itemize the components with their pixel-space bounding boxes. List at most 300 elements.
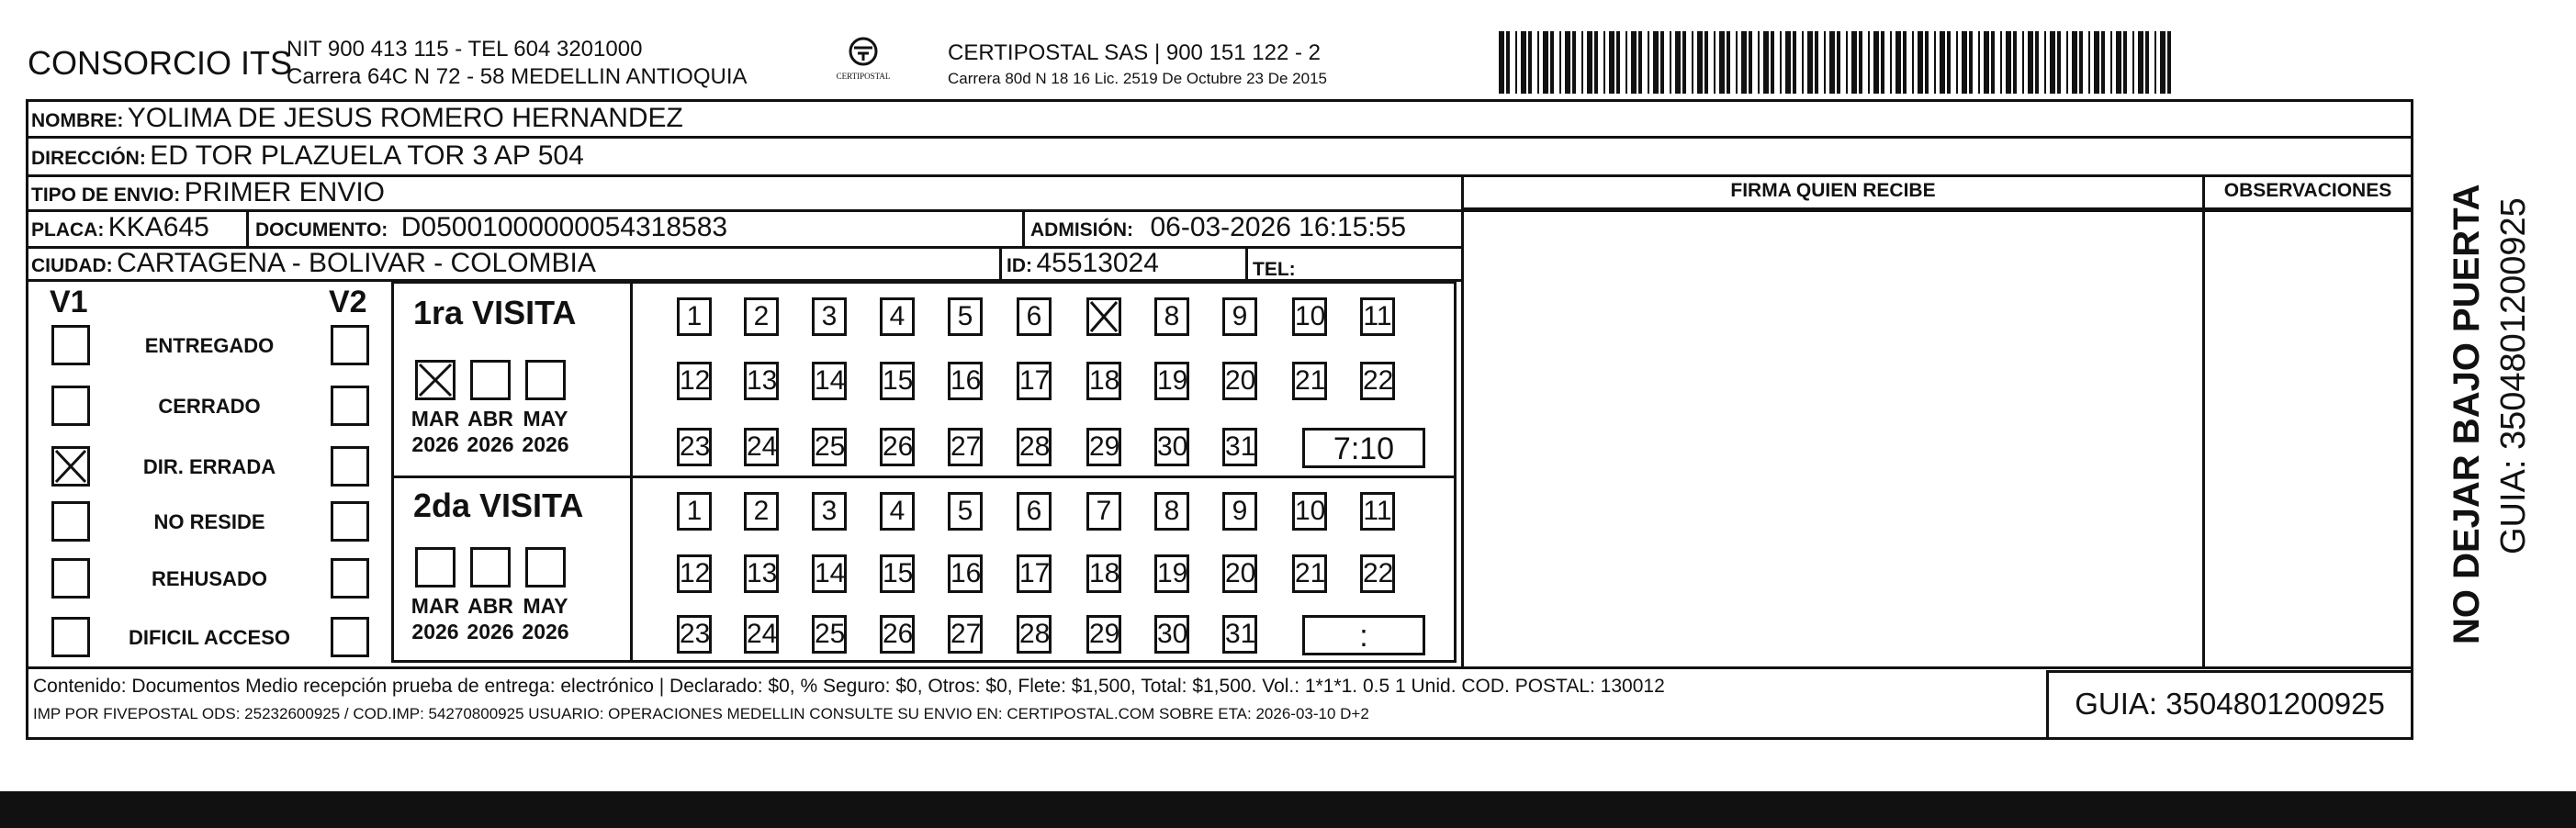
day-number: 1 — [686, 301, 703, 331]
second-visit-day[interactable] — [880, 492, 915, 531]
nombre-label: NOMBRE: — [31, 110, 124, 131]
day-number: 16 — [951, 365, 982, 396]
first-visit-day[interactable] — [1222, 362, 1257, 400]
day-number: 20 — [1225, 365, 1256, 396]
barcode-bar — [1903, 31, 1907, 94]
carrier-line: CERTIPOSTAL SAS | 900 151 122 - 2 — [948, 40, 1321, 65]
first-visit-day[interactable] — [677, 297, 712, 336]
barcode-bar — [1802, 31, 1804, 94]
barcode-bar — [2050, 31, 2055, 94]
barcode-bar — [1763, 31, 1769, 94]
second-visit-day[interactable] — [1292, 492, 1327, 531]
second-visit-day[interactable] — [677, 554, 712, 593]
barcode-bar — [1653, 31, 1659, 94]
barcode-bar — [1851, 31, 1857, 94]
placa-label: PLACA: — [31, 219, 105, 241]
ciudad-label: CIUDAD: — [31, 255, 113, 276]
second-visit-day[interactable] — [880, 615, 915, 654]
barcode-bar — [1670, 31, 1671, 94]
first-visit-day[interactable] — [1360, 362, 1395, 400]
barcode-bar — [1807, 31, 1813, 94]
status-option-label: DIFICIL ACCESO — [128, 626, 290, 649]
second-visit-day[interactable] — [744, 492, 779, 531]
barcode-bar — [2088, 31, 2090, 94]
first-visit-day[interactable] — [744, 428, 779, 466]
status-option-label: ENTREGADO — [144, 334, 275, 357]
ciudad-value: CARTAGENA - BOLIVAR - COLOMBIA — [117, 248, 596, 278]
v2-label: V2 — [329, 285, 367, 319]
x-mark-icon — [54, 449, 87, 484]
v2-checkbox[interactable] — [331, 446, 369, 487]
v1-checkbox[interactable] — [51, 617, 90, 657]
day-number: 31 — [1225, 431, 1256, 462]
month-checkbox[interactable] — [525, 547, 566, 587]
month-checkbox[interactable] — [470, 360, 511, 400]
barcode-bar — [1616, 31, 1620, 94]
second-visit-day[interactable] — [677, 492, 712, 531]
day-number: 8 — [1164, 496, 1180, 526]
day-number: 23 — [680, 431, 711, 462]
first-visit-day[interactable] — [677, 362, 712, 400]
guia-box-text: GUIA: 3504801200925 — [2075, 687, 2385, 721]
barcode-bar — [2110, 31, 2112, 94]
first-visit-day[interactable] — [812, 428, 847, 466]
month-label: MAR — [411, 407, 460, 431]
barcode-bar — [1603, 31, 1605, 94]
barcode-bar — [1581, 31, 1583, 94]
day-number: 3 — [821, 496, 838, 526]
day-number: 6 — [1026, 496, 1042, 526]
first-visit-day[interactable] — [744, 297, 779, 336]
day-number: 17 — [1019, 365, 1051, 396]
first-visit-day[interactable] — [1222, 428, 1257, 466]
second-visit-day[interactable] — [1086, 492, 1121, 531]
day-number: 10 — [1295, 301, 1326, 331]
first-visit-day[interactable] — [1154, 362, 1189, 400]
day-number: 9 — [1232, 301, 1248, 331]
v2-checkbox[interactable] — [331, 558, 369, 599]
first-visit-title: 1ra VISITA — [413, 294, 577, 331]
tel-row — [1253, 252, 1296, 283]
day-number: 14 — [815, 558, 846, 588]
day-number: 21 — [1295, 365, 1326, 396]
barcode-bar — [2145, 31, 2149, 94]
day-number: 17 — [1019, 558, 1051, 588]
first-visit-day[interactable] — [1086, 428, 1121, 466]
second-visit-day[interactable] — [1086, 554, 1121, 593]
day-number: 30 — [1157, 619, 1188, 649]
barcode-bar — [1609, 31, 1614, 94]
barcode-bar — [1984, 31, 1989, 94]
barcode-bar — [2000, 31, 2002, 94]
day-number: 19 — [1157, 558, 1188, 588]
company-nit: NIT 900 413 115 - TEL 604 3201000 — [287, 37, 643, 62]
second-visit-title: 2da VISITA — [413, 487, 584, 524]
barcode-bar — [1565, 31, 1570, 94]
barcode-bar — [1749, 31, 1752, 94]
day-number: 27 — [951, 431, 982, 462]
first-visit-day[interactable] — [948, 362, 983, 400]
day-number: 28 — [1019, 431, 1051, 462]
second-visit-day[interactable] — [812, 554, 847, 593]
year-label: 2026 — [467, 432, 514, 456]
first-visit-day[interactable] — [948, 297, 983, 336]
day-number: 24 — [747, 431, 778, 462]
second-visit-day[interactable] — [1360, 492, 1395, 531]
barcode-bar — [1918, 31, 1923, 94]
barcode-bar — [1528, 31, 1532, 94]
barcode-bar — [1572, 31, 1576, 94]
second-visit-time[interactable]: : — [1302, 615, 1425, 655]
barcode-bar — [1506, 31, 1510, 94]
year-label: 2026 — [522, 432, 569, 456]
status-option-label: NO RESIDE — [153, 510, 265, 533]
id-label: ID: — [1007, 255, 1032, 276]
signature-area[interactable] — [1464, 210, 2202, 666]
barcode-bar — [2167, 31, 2171, 94]
first-visit-day[interactable] — [1086, 362, 1121, 400]
day-number: 10 — [1295, 496, 1326, 526]
second-visit-day[interactable] — [1086, 615, 1121, 654]
month-label: MAY — [523, 407, 568, 431]
barcode-bar — [1956, 31, 1958, 94]
certipostal-logo-text: CERTIPOSTAL — [836, 72, 891, 81]
barcode-bar — [1714, 31, 1715, 94]
first-visit-day[interactable] — [948, 428, 983, 466]
barcode-bar — [2123, 31, 2127, 94]
first-visit-day[interactable] — [1222, 297, 1257, 336]
admision-row — [1030, 212, 1406, 243]
barcode-bar — [1631, 31, 1637, 94]
barcode-bar — [1978, 31, 1980, 94]
day-number: 16 — [951, 558, 982, 588]
documento-row — [255, 212, 727, 243]
day-number: 12 — [680, 558, 711, 588]
barcode-bar — [2035, 31, 2039, 94]
barcode-bar — [1829, 31, 1835, 94]
bottom-bar — [0, 791, 2576, 828]
month-label: MAR — [411, 594, 460, 618]
barcode-bar — [2160, 31, 2165, 94]
day-number: 26 — [883, 619, 914, 649]
barcode-bar — [1785, 31, 1791, 94]
day-number: 9 — [1232, 496, 1248, 526]
direccion-value: ED TOR PLAZUELA TOR 3 AP 504 — [150, 140, 584, 171]
barcode-bar — [1719, 31, 1725, 94]
second-visit-day[interactable] — [1017, 554, 1052, 593]
day-number: 6 — [1026, 301, 1042, 331]
barcode-bar — [1648, 31, 1649, 94]
v2-checkbox[interactable] — [331, 325, 369, 365]
month-checkbox[interactable] — [470, 547, 511, 587]
nombre-value: YOLIMA DE JESUS ROMERO HERNANDEZ — [127, 103, 683, 133]
day-number: 25 — [815, 431, 846, 462]
ciudad-row — [31, 248, 596, 279]
certipostal-logo — [827, 35, 900, 90]
v1-checkbox[interactable] — [51, 501, 90, 542]
barcode-bar — [2116, 31, 2121, 94]
barcode-bar — [1660, 31, 1664, 94]
certipostal-logo-icon — [827, 35, 900, 90]
barcode-bar — [1824, 31, 1826, 94]
second-visit-day[interactable] — [1222, 554, 1257, 593]
day-number: 15 — [883, 558, 914, 588]
second-visit-day[interactable] — [744, 615, 779, 654]
day-number: 2 — [753, 496, 770, 526]
day-number: 27 — [951, 619, 982, 649]
barcode-bar — [1736, 31, 1738, 94]
second-visit-day[interactable] — [812, 492, 847, 531]
observaciones-area[interactable] — [2205, 210, 2411, 666]
no-dejar-bajo-puerta: NO DEJAR BAJO PUERTA — [2447, 184, 2487, 644]
barcode-bar — [1638, 31, 1642, 94]
first-visit-day[interactable] — [1086, 297, 1121, 336]
barcode-bar — [1682, 31, 1686, 94]
status-option-label: CERRADO — [158, 395, 261, 418]
second-visit-day[interactable] — [880, 554, 915, 593]
barcode-bar — [1675, 31, 1681, 94]
month-checkbox[interactable] — [415, 547, 456, 587]
barcode-bar — [1925, 31, 1929, 94]
first-visit-day[interactable] — [677, 428, 712, 466]
first-visit-day[interactable] — [1017, 362, 1052, 400]
day-number: 19 — [1157, 365, 1188, 396]
year-label: 2026 — [411, 620, 459, 643]
v1-label: V1 — [50, 285, 88, 319]
month-label: ABR — [467, 407, 513, 431]
company-address: Carrera 64C N 72 - 58 MEDELLIN ANTIOQUIA — [287, 64, 748, 89]
barcode-bar — [1873, 31, 1879, 94]
first-visit-day[interactable] — [1017, 297, 1052, 336]
status-option-label: REHUSADO — [152, 567, 267, 590]
barcode-bar — [1868, 31, 1870, 94]
id-row — [1007, 248, 1159, 279]
barcode-bar — [1521, 31, 1526, 94]
day-number: 14 — [815, 365, 846, 396]
contenido-text: Contenido: Documentos Medio recepción prueba de entrega: electrónico | Declarado: $0, % Seguro: $0, Otros: $0, Flete: $1,500, Total: $1,500. Vol.: 1*1*1. 0.5 1 Unid. COD. POSTAL: 130012 — [33, 676, 1665, 697]
barcode-bar — [1940, 31, 1945, 94]
direccion-row — [31, 140, 584, 172]
observaciones-header: OBSERVACIONES — [2223, 180, 2392, 201]
day-number: 24 — [747, 619, 778, 649]
barcode-bar — [1727, 31, 1730, 94]
barcode-bar — [2057, 31, 2061, 94]
day-number: 12 — [680, 365, 711, 396]
barcode-bar — [1537, 31, 1539, 94]
tipo-row — [31, 177, 385, 208]
day-number: 23 — [680, 619, 711, 649]
second-visit-day[interactable] — [1154, 615, 1189, 654]
barcode-bar — [1587, 31, 1592, 94]
barcode-bar — [1991, 31, 1995, 94]
barcode-bar — [1771, 31, 1774, 94]
v1-checkbox[interactable] — [51, 386, 90, 426]
month-label: ABR — [467, 594, 513, 618]
day-number: 3 — [821, 301, 838, 331]
barcode-bar — [2022, 31, 2024, 94]
barcode-bar — [1947, 31, 1951, 94]
side-guia: GUIA: 3504801200925 — [2494, 197, 2533, 554]
day-number: 1 — [686, 496, 703, 526]
barcode-bar — [1846, 31, 1848, 94]
barcode-bar — [1912, 31, 1914, 94]
day-number: 22 — [1363, 365, 1394, 396]
day-number: 26 — [883, 431, 914, 462]
barcode-bar — [1758, 31, 1760, 94]
barcode-bar — [2013, 31, 2017, 94]
day-number: 4 — [889, 301, 906, 331]
barcode-bar — [1815, 31, 1818, 94]
second-visit-day[interactable] — [948, 615, 983, 654]
day-number: 18 — [1089, 365, 1120, 396]
barcode-bar — [2154, 31, 2156, 94]
admision-value: 06-03-2026 16:15:55 — [1150, 212, 1407, 242]
second-visit-day[interactable] — [677, 615, 712, 654]
year-label: 2026 — [467, 620, 514, 643]
x-mark-icon — [418, 363, 453, 397]
first-visit-day[interactable] — [880, 428, 915, 466]
placa-value: KKA645 — [107, 212, 209, 242]
second-visit-day[interactable] — [1292, 554, 1327, 593]
year-label: 2026 — [522, 620, 569, 643]
barcode-bar — [1934, 31, 1936, 94]
day-number: 8 — [1164, 301, 1180, 331]
day-number: 11 — [1363, 496, 1392, 526]
second-visit-day[interactable] — [1360, 554, 1395, 593]
barcode-bar — [2094, 31, 2099, 94]
direccion-label: DIRECCIÓN: — [31, 148, 146, 169]
month-label: MAY — [523, 594, 568, 618]
barcode-bar — [1741, 31, 1747, 94]
day-number: 31 — [1225, 619, 1256, 649]
first-visit-day[interactable] — [812, 297, 847, 336]
day-number: 25 — [815, 619, 846, 649]
barcode-bar — [2006, 31, 2011, 94]
nombre-row — [31, 103, 683, 134]
barcode — [1499, 31, 2178, 94]
first-visit-time[interactable]: 7:10 — [1302, 428, 1425, 468]
barcode-bar — [1594, 31, 1598, 94]
barcode-bar — [1859, 31, 1862, 94]
day-number: 21 — [1295, 558, 1326, 588]
tipo-label: TIPO DE ENVIO: — [31, 185, 181, 206]
year-label: 2026 — [411, 432, 459, 456]
second-visit-day[interactable] — [1017, 492, 1052, 531]
day-number: 29 — [1089, 431, 1120, 462]
day-number: 5 — [957, 496, 973, 526]
day-number: 28 — [1019, 619, 1051, 649]
barcode-bar — [1550, 31, 1554, 94]
day-number: 13 — [747, 558, 778, 588]
tel-label: TEL: — [1253, 259, 1296, 280]
barcode-bar — [1881, 31, 1884, 94]
day-number: 7 — [1096, 496, 1112, 526]
barcode-bar — [1793, 31, 1796, 94]
v2-checkbox[interactable] — [331, 386, 369, 426]
second-visit-day[interactable] — [812, 615, 847, 654]
day-number: 30 — [1157, 431, 1188, 462]
v2-checkbox[interactable] — [331, 617, 369, 657]
second-visit-day[interactable] — [1154, 492, 1189, 531]
second-visit-day[interactable] — [1154, 554, 1189, 593]
day-number: 18 — [1089, 558, 1120, 588]
month-checkbox[interactable] — [415, 360, 456, 400]
v2-checkbox[interactable] — [331, 501, 369, 542]
first-visit-day[interactable] — [880, 297, 915, 336]
first-visit-day[interactable] — [1154, 297, 1189, 336]
day-number: 5 — [957, 301, 973, 331]
second-visit-day[interactable] — [948, 554, 983, 593]
day-number: 22 — [1363, 558, 1394, 588]
admision-label: ADMISIÓN: — [1030, 219, 1133, 241]
barcode-bar — [1559, 31, 1561, 94]
barcode-bar — [1543, 31, 1548, 94]
carrier-address: Carrera 80d N 18 16 Lic. 2519 De Octubre 23 De 2015 — [948, 70, 1327, 87]
day-number: 13 — [747, 365, 778, 396]
month-checkbox[interactable] — [525, 360, 566, 400]
v1-checkbox[interactable] — [51, 325, 90, 365]
first-visit-day[interactable] — [880, 362, 915, 400]
barcode-bar — [2101, 31, 2105, 94]
barcode-bar — [1692, 31, 1693, 94]
first-visit-day[interactable] — [1360, 297, 1395, 336]
barcode-bar — [2072, 31, 2077, 94]
barcode-bar — [1499, 31, 1504, 94]
barcode-bar — [2028, 31, 2033, 94]
barcode-bar — [2044, 31, 2046, 94]
v1-checkbox[interactable] — [51, 558, 90, 599]
first-visit-day[interactable] — [744, 362, 779, 400]
day-number: 2 — [753, 301, 770, 331]
first-visit-day[interactable] — [1154, 428, 1189, 466]
barcode-bar — [1962, 31, 1967, 94]
second-visit-day[interactable] — [1017, 615, 1052, 654]
tipo-value: PRIMER ENVIO — [184, 177, 386, 207]
barcode-bar — [2079, 31, 2083, 94]
barcode-bar — [1697, 31, 1703, 94]
v1-checkbox[interactable] — [51, 446, 90, 487]
barcode-bar — [1625, 31, 1627, 94]
documento-label: DOCUMENTO: — [255, 219, 388, 241]
id-value: 45513024 — [1036, 248, 1159, 278]
barcode-bar — [2066, 31, 2068, 94]
second-visit-day[interactable] — [1222, 615, 1257, 654]
barcode-bar — [1895, 31, 1901, 94]
day-number: 15 — [883, 365, 914, 396]
barcode-bar — [1704, 31, 1708, 94]
status-option-label: DIR. ERRADA — [142, 455, 276, 478]
x-mark-icon — [1089, 300, 1119, 333]
barcode-bar — [1969, 31, 1973, 94]
second-visit-day[interactable] — [1222, 492, 1257, 531]
first-visit-day[interactable] — [1292, 297, 1327, 336]
imp-text: IMP POR FIVEPOSTAL ODS: 25232600925 / COD.IMP: 54270800925 USUARIO: OPERACIONES MEDELLIN CONSULTE SU ENVIO EN: CERTIPOSTAL.COM SOBRE ETA: 2026-03-10 D+2 — [33, 705, 1369, 722]
barcode-bar — [2138, 31, 2143, 94]
barcode-bar — [1780, 31, 1782, 94]
first-visit-day[interactable] — [1017, 428, 1052, 466]
firma-header: FIRMA QUIEN RECIBE — [1730, 180, 1936, 201]
second-visit-day[interactable] — [948, 492, 983, 531]
documento-value: D05001000000054318583 — [400, 212, 728, 242]
barcode-bar — [1837, 31, 1840, 94]
first-visit-day[interactable] — [1292, 362, 1327, 400]
barcode-bar — [1515, 31, 1517, 94]
placa-row — [31, 212, 209, 243]
second-visit-day[interactable] — [744, 554, 779, 593]
first-visit-day[interactable] — [812, 362, 847, 400]
company-name: CONSORCIO ITS — [28, 44, 293, 82]
barcode-bar — [1890, 31, 1892, 94]
